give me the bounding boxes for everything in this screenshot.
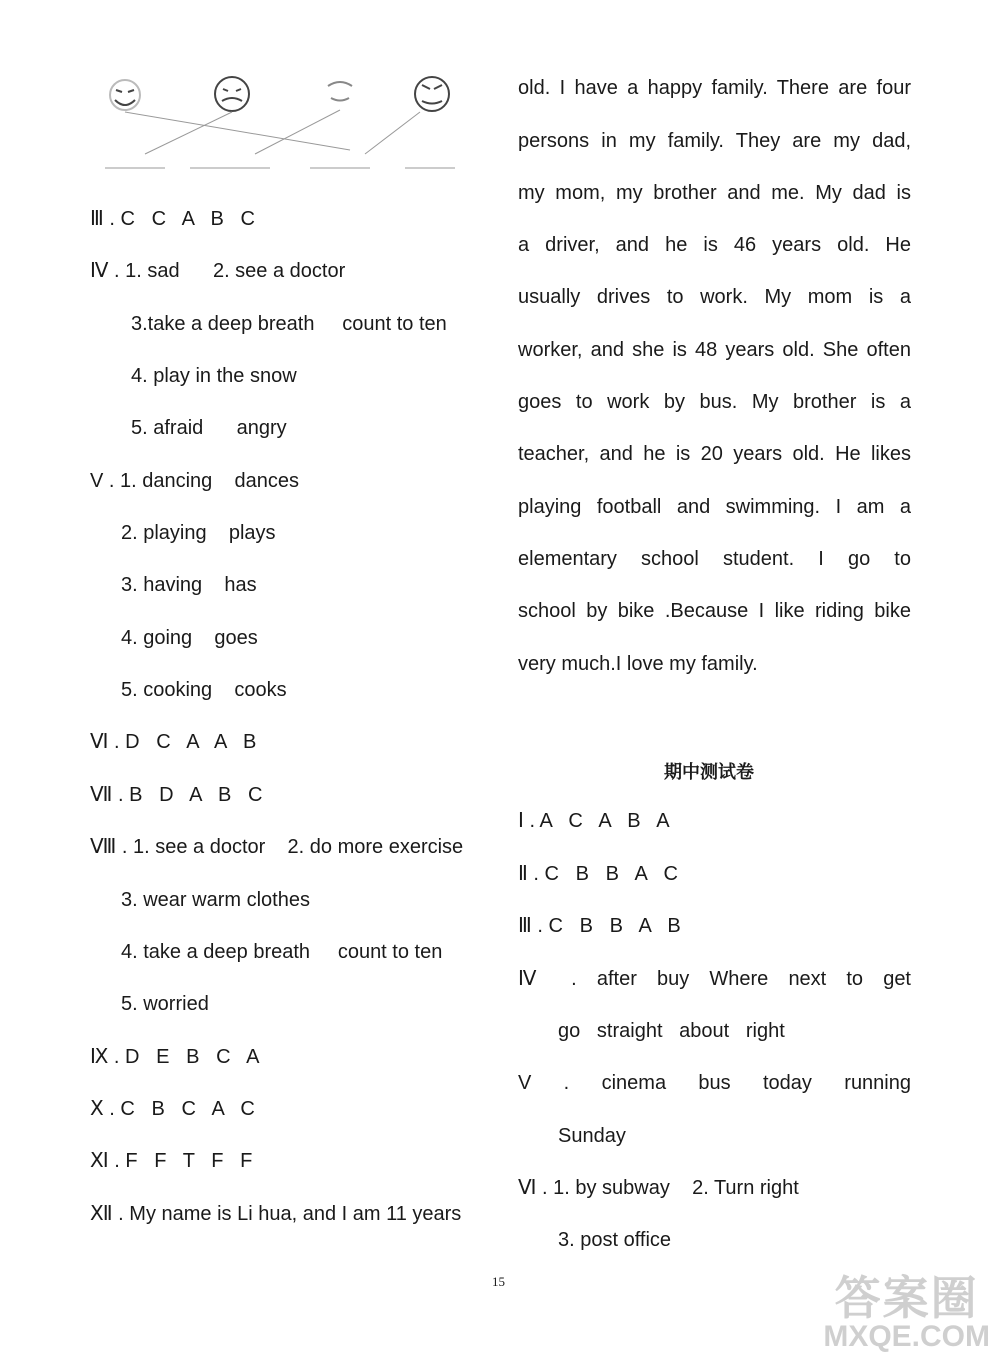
answer-section-4-line-1: Ⅳ . 1. sad 2. see a doctor [90,260,346,282]
answer-section-8-line-1: Ⅷ . 1. see a doctor 2. do more exercise [90,836,464,858]
answer-section-4-line-3: 4. play in the snow [131,365,297,387]
answer-section-3: Ⅲ . C C A B C [90,208,255,230]
essay-line: very much.I love my family. [518,653,758,675]
answer-section-8-line-2: 3. wear warm clothes [121,889,310,911]
essay-line: worker, and she is 48 years old. She often [518,339,911,361]
midterm-answer-1: Ⅰ . A C A B A [518,810,670,832]
midterm-answer-6-line-2: 3. post office [558,1229,672,1251]
essay-line: elementary school student. I go to [518,548,911,570]
midterm-answer-5-line-1: V . cinema bus today running [518,1072,911,1094]
section-title-midterm: 期中测试卷 [664,762,754,782]
sad-face-icon [215,77,249,111]
answer-section-4-line-4: 5. afraid angry [131,417,287,439]
essay-line: school by bike .Because I like riding bike [518,600,911,622]
answer-section-8-line-4: 5. worried [121,993,209,1015]
midterm-answer-2: Ⅱ . C B B A C [518,863,678,885]
happy-face-icon [110,80,140,110]
midterm-answer-3: Ⅲ . C B B A B [518,915,681,937]
answer-section-7: Ⅶ . B D A B C [90,784,263,806]
answer-section-5-line-2: 2. playing plays [121,522,276,544]
essay-line: my mom, my brother and me. My dad is [518,182,911,204]
angry-face-icon [415,77,449,111]
watermark-logo-text: 答案圈 [834,1272,979,1324]
answer-section-5-line-3: 3. having has [121,574,257,596]
essay-line: persons in my family. They are my dad, [518,130,911,152]
answer-section-8-line-3: 4. take a deep breath count to ten [121,941,443,963]
essay-line: teacher, and he is 20 years old. He likes [518,443,911,465]
answer-section-5-line-1: V . 1. dancing dances [90,470,300,492]
answer-section-9: Ⅸ . D E B C A [90,1046,260,1068]
answer-section-6: Ⅵ . D C A A B [90,731,257,753]
worried-face-icon [328,82,352,101]
essay-line: a driver, and he is 46 years old. He [518,234,911,256]
answer-section-11: Ⅺ . F F T F F [90,1150,253,1172]
midterm-answer-6-line-1: Ⅵ . 1. by subway 2. Turn right [518,1177,799,1199]
essay-line: old. I have a happy family. There are four [518,77,911,99]
answer-section-4-line-2: 3.take a deep breath count to ten [131,313,447,335]
midterm-answer-4-line-2: go straight about right [558,1020,785,1042]
essay-line: playing football and swimming. I am a [518,496,911,518]
watermark-site-text: MXQE.COM [823,1320,990,1353]
answer-section-5-line-5: 5. cooking cooks [121,679,287,701]
essay-line: goes to work by bus. My brother is a [518,391,911,413]
answer-section-5-line-4: 4. going goes [121,627,258,649]
essay-line: usually drives to work. My mom is a [518,286,911,308]
watermark [823,1274,990,1352]
midterm-answer-4-line-1: Ⅳ . after buy Where next to get [518,968,911,990]
page-number: 15 [492,1274,505,1289]
answer-section-10: Ⅹ . C B C A C [90,1098,255,1120]
emotion-faces-illustration [95,70,475,180]
midterm-answer-5-line-2: Sunday [558,1125,626,1147]
answer-section-12: Ⅻ . My name is Li hua, and I am 11 years [90,1203,462,1225]
